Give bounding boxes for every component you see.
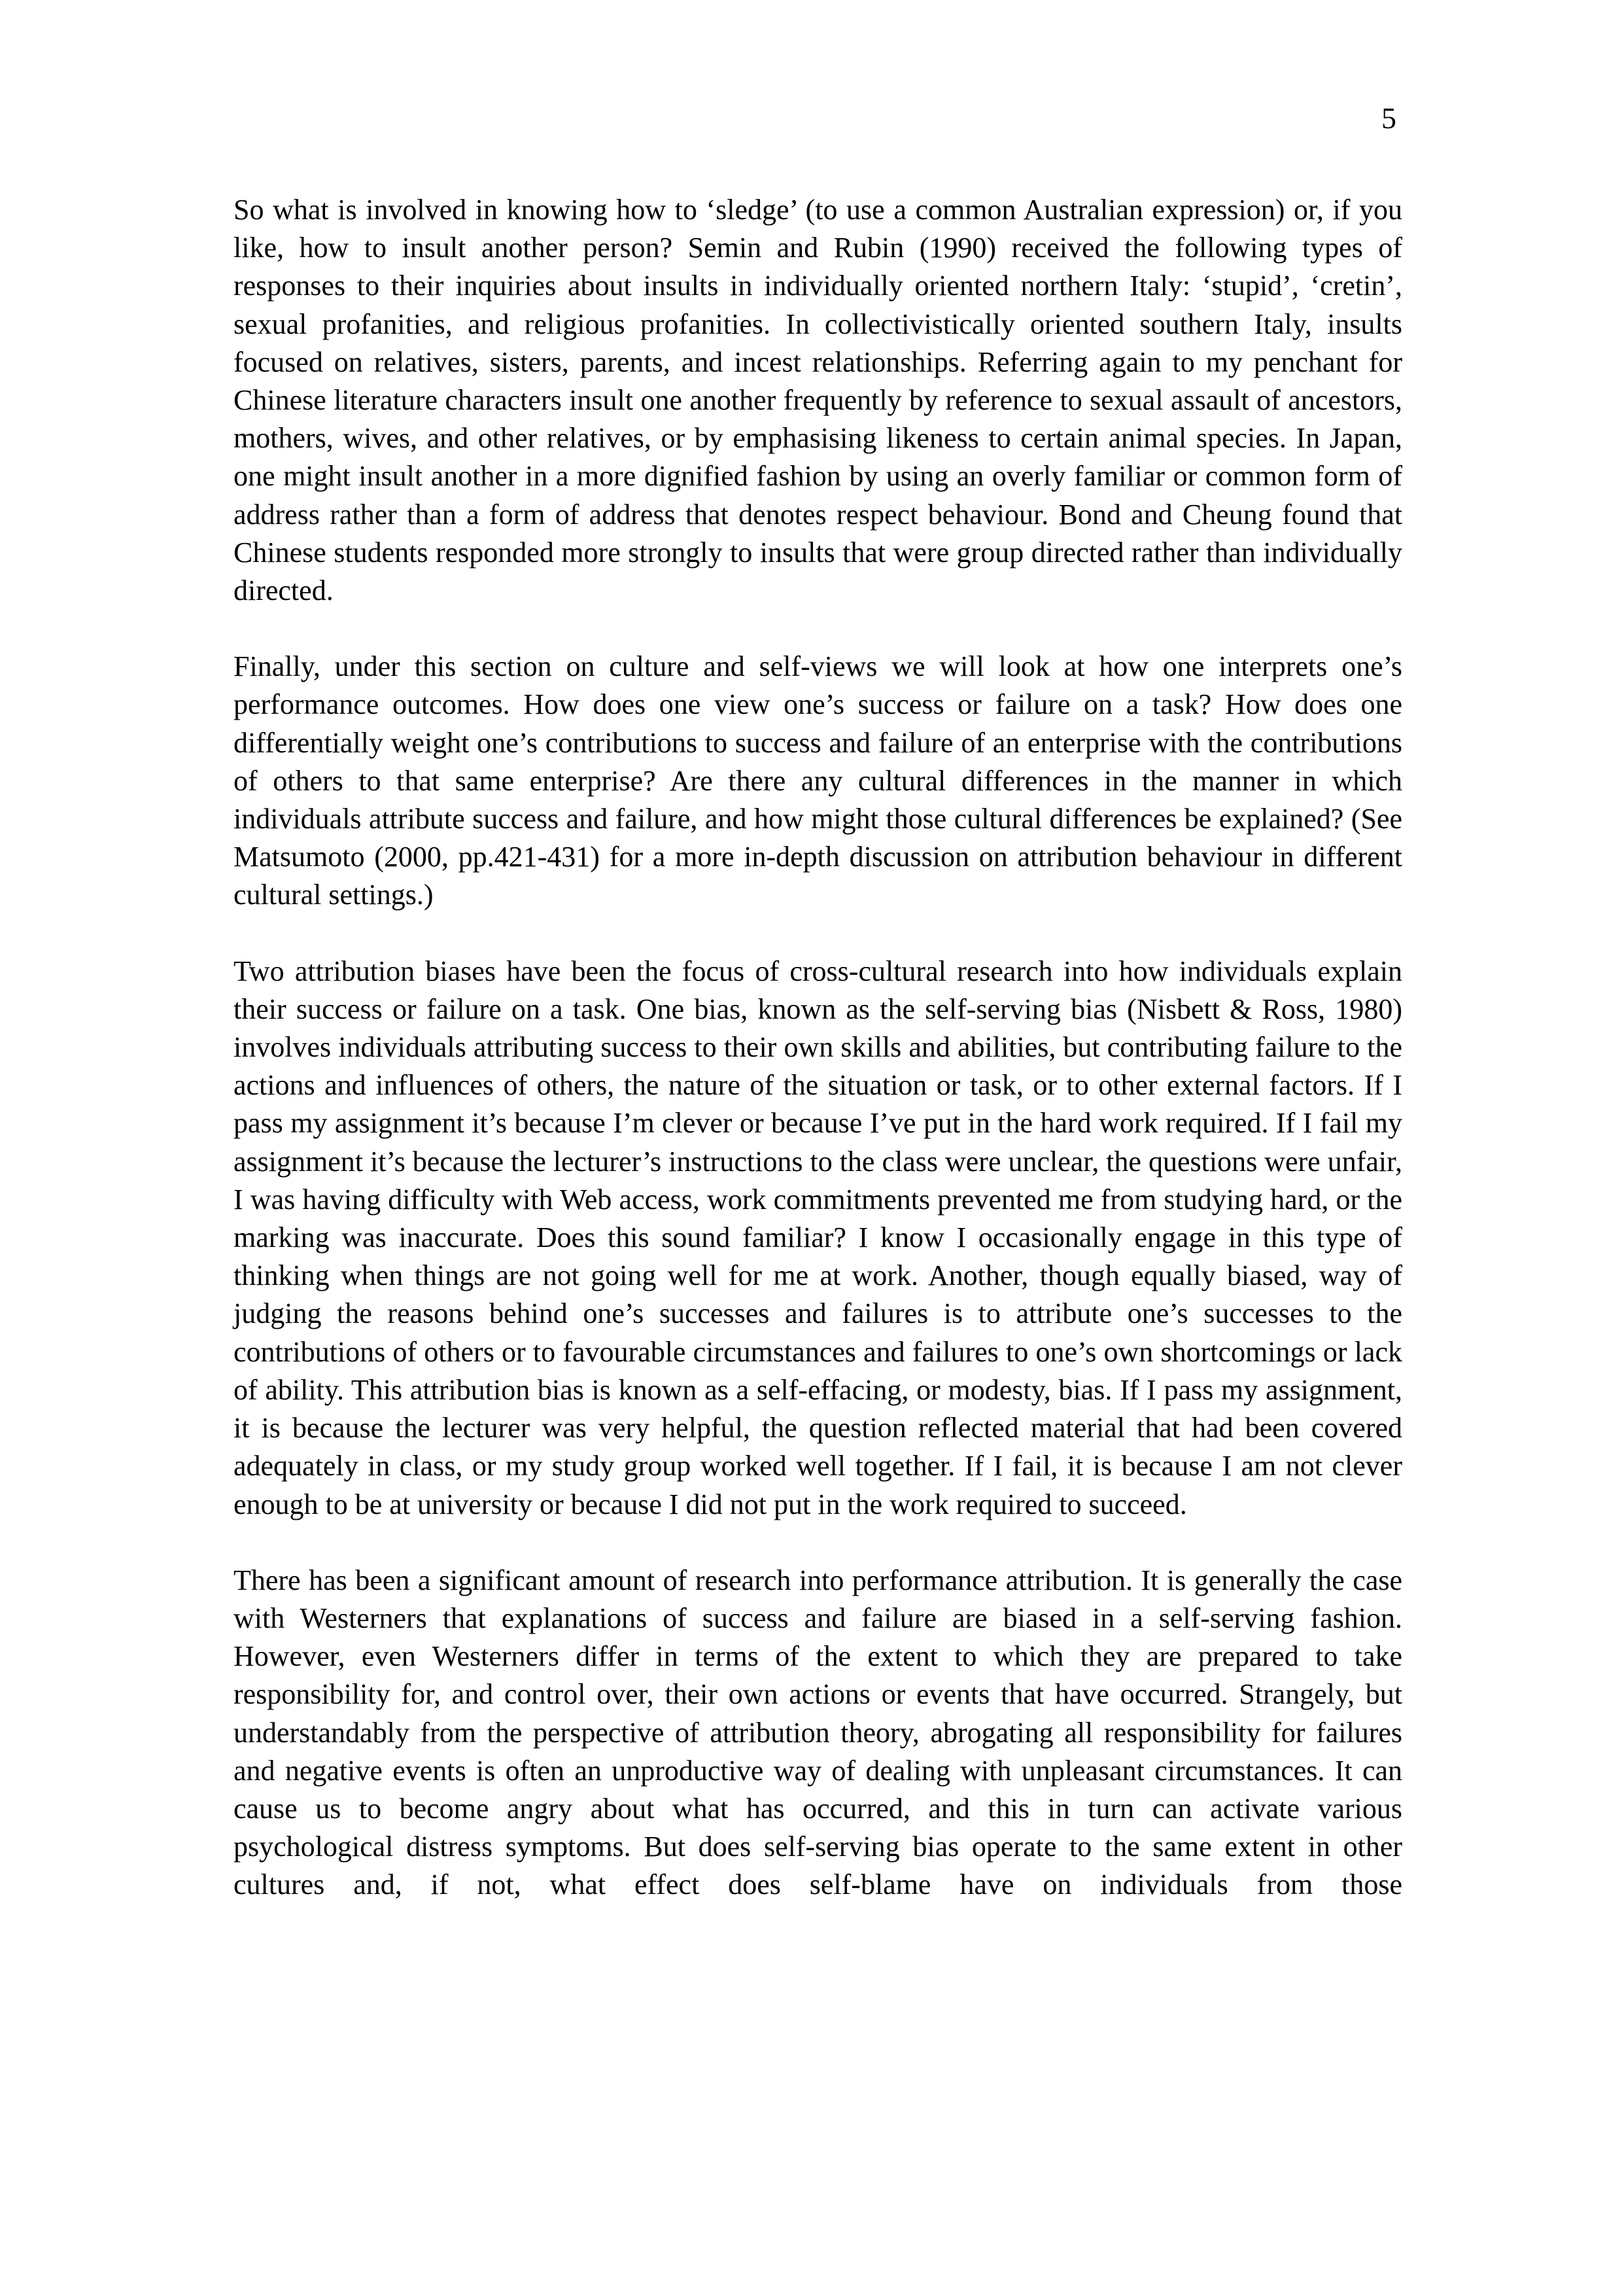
paragraph-insults: So what is involved in knowing how to ‘sledge’ (to use a common Australian expression) or, if you like, how to insult another person? Semin and Rubin (1990) received the following types of responses to their inquiries about insults in individually oriented northern Italy: ‘stupid’, ‘cretin’, sexual profanities, and religious profanities. In collectivistically oriented southern Italy, insults focused on relatives, sisters, parents, and incest relationships. Referring again to my penchant for Chinese literature characters insult one another frequently by reference to sexual assault of ancestors, mothers, wives, and other relatives, or by emphasising likeness to certain animal species. In Japan, one might insult another in a more dignified fashion by using an overly familiar or common form of address rather than a form of address that denotes respect behaviour. Bond and Cheung found that Chinese students responded more strongly to insults that were group directed rather than individually directed. — [233, 194, 1402, 607]
page-number: 5 — [1381, 101, 1396, 135]
body-text — [233, 191, 1402, 1942]
paragraph-attribution-biases: Two attribution biases have been the focus of cross-cultural research into how individuals explain their success or failure on a task. One bias, known as the self-serving bias (Nisbett & Ross, 1980) involves individuals attributing success to their own skills and abilities, but contributing failure to the actions and influences of others, the nature of the situation or task, or to other external factors. If I pass my assignment it’s because I’m clever or because I’ve put in the hard work required. If I fail my assignment it’s because the lecturer’s instructions to the class were unclear, the questions were unfair, I was having difficulty with Web access, work commitments prevented me from studying hard, or the marking was inaccurate. Does this sound familiar? I know I occasionally engage in this type of thinking when things are not going well for me at work. Another, though equally biased, way of judging the reasons behind one’s successes and failures is to attribute one’s successes to the contributions of others or to favourable circumstances and failures to one’s own shortcomings or lack of ability. This attribution bias is known as a self-effacing, or modesty, bias. If I pass my assignment, it is because the lecturer was very helpful, the question reflected material that had been covered adequately in class, or my study group worked well together. If I fail, it is because I am not clever enough to be at university or because I did not put in the work required to succeed. — [233, 955, 1402, 1520]
paragraph-performance-outcomes: Finally, under this section on culture and self-views we will look at how one interprets one’s performance outcomes. How does one view one’s success or failure on a task? How does one differentially weight one’s contributions to success and failure of an enterprise with the contributions of others to that same enterprise? Are there any cultural differences in the manner in which individuals attribute success and failure, and how might those cultural differences be explained? (See Matsumoto (2000, pp.421-431) for a more in-depth discussion on attribution behaviour in different cultural settings.) — [233, 650, 1402, 911]
paragraph-performance-attribution: There has been a significant amount of research into performance attribution. It is generally the case with Westerners that explanations of success and failure are biased in a self-serving fashion. However, even Westerners differ in terms of the extent to which they are prepared to take responsibility for, and control over, their own actions or events that have occurred. Strangely, but understandably from the perspective of attribution theory, abrogating all responsibility for failures and negative events is often an unproductive way of dealing with unpleasant circumstances. It can cause us to become angry about what has occurred, and this in turn can activate various psychological distress symptoms. But does self-serving bias operate to the same extent in other cultures and, if not, what effect does self-blame have on individuals from those — [233, 1564, 1402, 1901]
